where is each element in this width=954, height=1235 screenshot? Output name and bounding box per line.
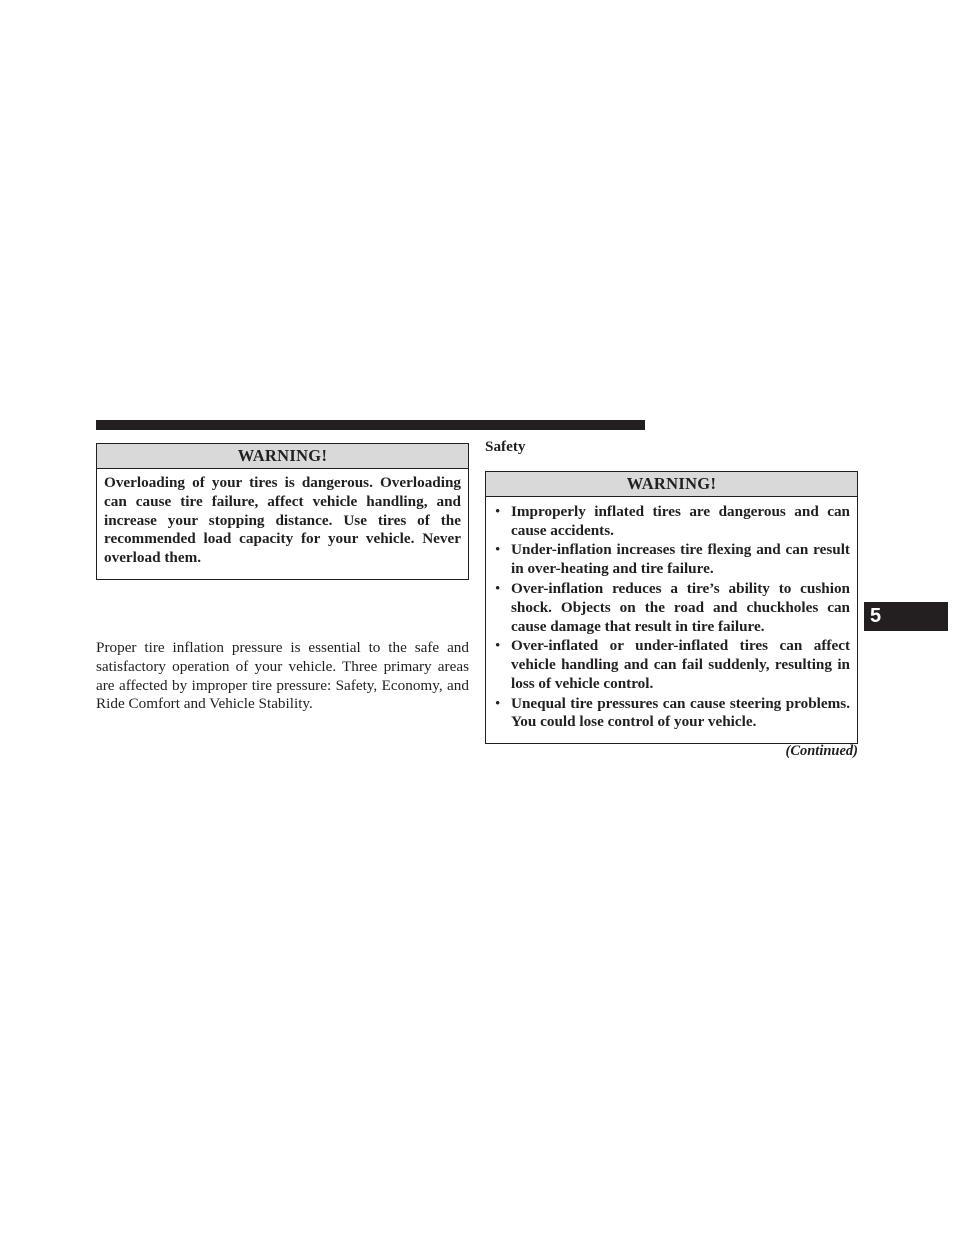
warning-bullet-text: Over-inflated or under-inflated tires can affect vehicle handling and can fail suddenly, resulting in loss of vehicle control. xyxy=(511,637,850,692)
warning-bullet-item xyxy=(494,541,850,579)
warning-bullet-item xyxy=(494,695,850,733)
warning-bullet-text: Under-inflation increases tire flexing and can result in over-heating and tire failure. xyxy=(511,541,850,578)
bullet-icon: • xyxy=(495,503,501,520)
inflation-safety-warning-box xyxy=(485,471,858,744)
bullet-icon: • xyxy=(495,541,501,559)
warning-bullet-text: Over-inflation reduces a tire’s ability to cushion shock. Objects on the road and chuckholes can cause damage that result in tire failure. xyxy=(511,579,850,635)
bullet-icon: • xyxy=(495,579,501,597)
overloading-warning-box xyxy=(96,443,469,580)
warning-text: Overloading of your tires is dangerous. Overloading can cause tire failure, affect vehicle handling, and increase your stopping distance. Use tires of the recommended load capacity for your vehicle. Never overload them. xyxy=(104,474,461,567)
bullet-icon: • xyxy=(495,637,501,655)
warning-heading: WARNING! xyxy=(97,444,468,469)
safety-subheading: Safety xyxy=(485,438,526,455)
continued-label: (Continued) xyxy=(785,743,858,759)
warning-bullet-list xyxy=(494,503,850,732)
warning-bullet-text: Improperly inflated tires are dangerous and can cause accidents. xyxy=(511,503,850,539)
section-top-rule xyxy=(96,420,645,430)
tire-inflation-intro-paragraph: Proper tire inflation pressure is essential to the safe and satisfactory operation of your vehicle. Three primary areas are affected by improper tire pressure: Safety, Economy, and Ride Comfort and Vehicle Stability. xyxy=(96,639,469,713)
warning-body xyxy=(486,497,857,738)
warning-bullet-item xyxy=(494,580,850,636)
warning-bullet-item xyxy=(494,503,850,541)
warning-bullet-item xyxy=(494,637,850,693)
chapter-tab: 5 xyxy=(864,602,948,631)
warning-heading: WARNING! xyxy=(486,472,857,497)
warning-bullet-text: Unequal tire pressures can cause steering problems. You could lose control of your vehicle. xyxy=(511,694,850,731)
bullet-icon: • xyxy=(495,694,501,712)
